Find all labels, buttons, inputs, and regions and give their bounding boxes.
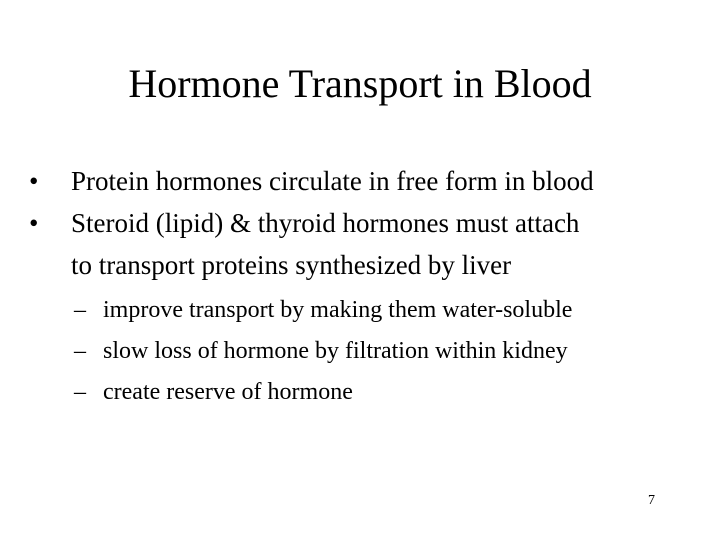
- sub-bullet-item: [0, 372, 720, 413]
- bullet-line: Protein hormones circulate in free form in blood: [71, 166, 594, 196]
- sub-bullet-mark: –: [74, 338, 86, 364]
- sub-bullet-mark: –: [74, 379, 86, 405]
- bullet-item: [0, 202, 720, 286]
- bullet-list: [0, 160, 720, 413]
- page-number: 7: [648, 493, 655, 508]
- sub-bullet-item: [0, 290, 720, 331]
- bullet-line: to transport proteins synthesized by liver: [71, 250, 512, 280]
- slide-title: Hormone Transport in Blood: [128, 61, 592, 106]
- sub-bullet-list: [0, 290, 720, 413]
- bullet-mark: •: [29, 166, 39, 196]
- bullet-line: Steroid (lipid) & thyroid hormones must attach: [71, 208, 580, 238]
- bullet-mark: •: [29, 208, 39, 238]
- sub-bullet-text: slow loss of hormone by filtration within kidney: [103, 338, 568, 364]
- bullet-item: [0, 160, 720, 202]
- sub-bullet-item: [0, 331, 720, 372]
- sub-bullet-text: create reserve of hormone: [103, 379, 353, 405]
- sub-bullet-text: improve transport by making them water-soluble: [103, 297, 573, 323]
- sub-bullet-mark: –: [74, 297, 86, 323]
